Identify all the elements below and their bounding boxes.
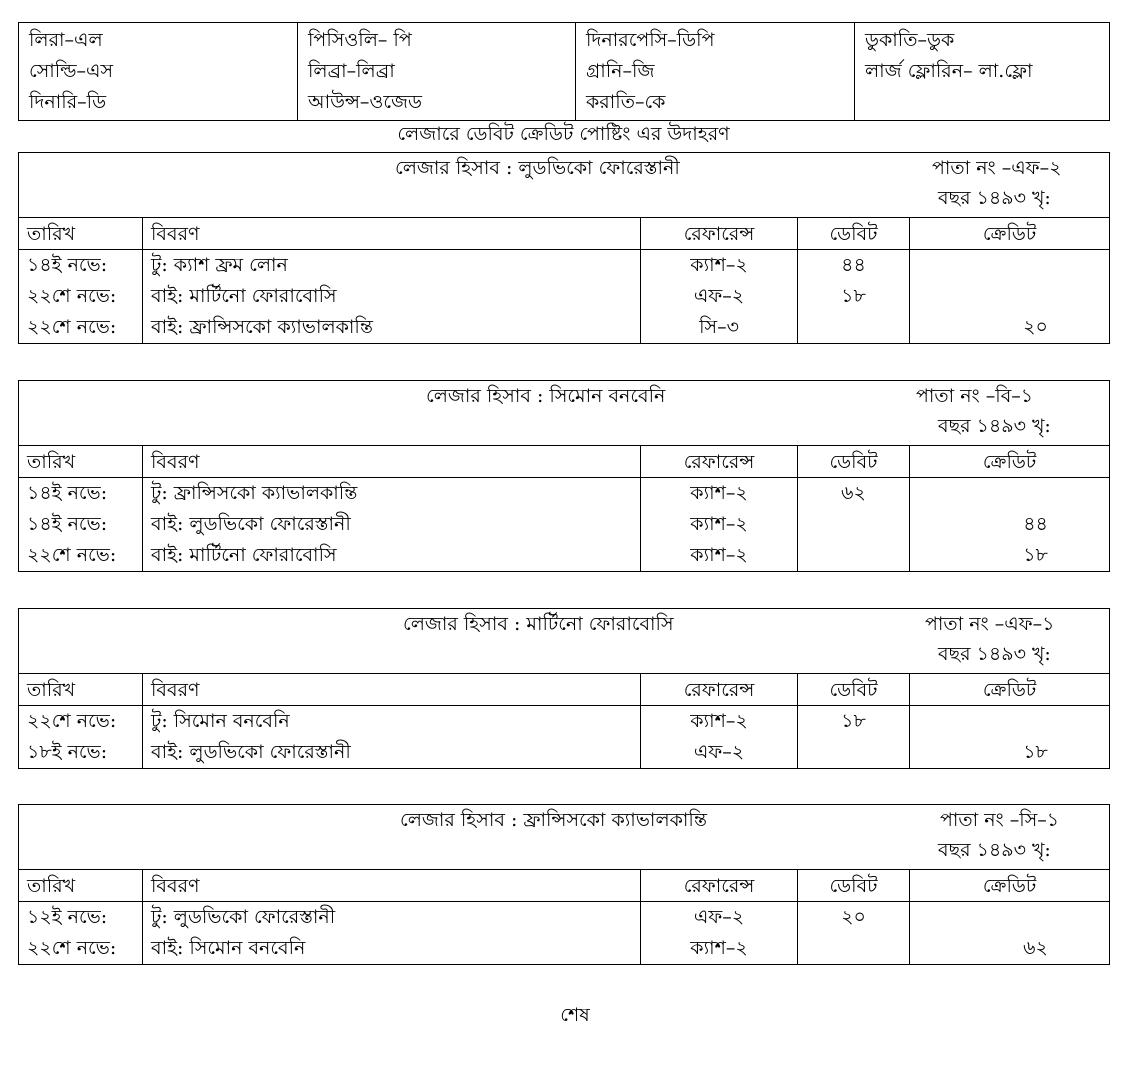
row-description: বাই: মার্টিনো ফোরাবোসি: [143, 281, 641, 312]
row-description: টু: লুডভিকো ফোরেস্তানী: [143, 902, 641, 934]
column-header-debit: ডেবিট: [798, 218, 910, 250]
ledger-year: বছর ১৪৯৩ খৃ:: [938, 839, 1051, 861]
abbreviation-item: লার্জ ফ্লোরিন– লা.ফ্লো: [865, 60, 1033, 82]
row-description: টু: সিমোন বনবেনি: [143, 706, 641, 738]
row-credit: [910, 706, 1110, 738]
row-credit: ৪৪: [910, 509, 1110, 540]
abbreviation-item: আউন্স–ওজেড: [308, 91, 423, 113]
ledger-header: [19, 609, 1110, 674]
row-credit: ৬২: [910, 933, 1110, 965]
ledger-table: [18, 804, 1110, 965]
table-row: [19, 902, 1110, 934]
row-reference: এফ–২: [641, 281, 798, 312]
ledger-page-number: পাতা নং –সি–১: [940, 809, 1060, 831]
ledger-title: লেজার হিসাব : মার্টিনো ফোরাবোসি: [403, 613, 674, 635]
row-date: ২২শে নভে:: [19, 933, 143, 965]
column-header-date: তারিখ: [19, 218, 143, 250]
row-description: বাই: মার্টিনো ফোরাবোসি: [143, 540, 641, 572]
row-reference: ক্যাশ–২: [641, 250, 798, 282]
ledger-title: লেজার হিসাব : লুডভিকো ফোরেস্তানী: [395, 157, 680, 179]
row-debit: [798, 509, 910, 540]
row-reference: ক্যাশ–২: [641, 509, 798, 540]
row-credit: [910, 478, 1110, 510]
column-header-credit: ক্রেডিট: [910, 870, 1110, 902]
table-row: [19, 737, 1110, 769]
abbreviation-cell: [19, 23, 298, 121]
abbreviation-cell: [855, 23, 1110, 121]
row-description: টু: ফ্রান্সিসকো ক্যাভালকান্তি: [143, 478, 641, 510]
table-row: [19, 540, 1110, 572]
row-reference: এফ–২: [641, 737, 798, 769]
ledger-header: [19, 381, 1110, 446]
row-date: ১৮ই নভে:: [19, 737, 143, 769]
row-reference: সি–৩: [641, 312, 798, 344]
table-row: [19, 281, 1110, 312]
column-header-description: বিবরণ: [143, 870, 641, 902]
abbreviation-item: করাতি–কে: [586, 91, 666, 113]
column-header-date: তারিখ: [19, 870, 143, 902]
abbreviation-cell: [298, 23, 576, 121]
column-header-credit: ক্রেডিট: [910, 674, 1110, 706]
row-reference: ক্যাশ–২: [641, 706, 798, 738]
ledger-table: [18, 380, 1110, 572]
abbreviation-item: দিনারি–ডি: [29, 91, 107, 113]
ledger-header: [19, 153, 1110, 218]
abbreviation-table: [18, 22, 1110, 121]
row-credit: ১৮: [910, 737, 1110, 769]
row-debit: [798, 540, 910, 572]
page-caption: লেজারে ডেবিট ক্রেডিট পোষ্টিং এর উদাহরণ: [397, 123, 730, 145]
row-debit: ৪৪: [798, 250, 910, 282]
column-header-credit: ক্রেডিট: [910, 218, 1110, 250]
ledger-table: [18, 152, 1110, 344]
end-label: শেষ: [560, 1004, 590, 1026]
table-row: [19, 312, 1110, 344]
column-header-description: বিবরণ: [143, 446, 641, 478]
row-debit: ৬২: [798, 478, 910, 510]
row-description: বাই: লুডভিকো ফোরেস্তানী: [143, 737, 641, 769]
row-description: বাই: ফ্রান্সিসকো ক্যাভালকান্তি: [143, 312, 641, 344]
row-debit: [798, 737, 910, 769]
row-debit: ১৮: [798, 706, 910, 738]
ledger-page-number: পাতা নং –বি–১: [916, 385, 1034, 407]
row-credit: [910, 902, 1110, 934]
row-reference: ক্যাশ–২: [641, 478, 798, 510]
abbreviation-item: লিব্রা–লিব্রা: [308, 60, 395, 82]
column-header-reference: রেফারেন্স: [641, 870, 798, 902]
abbreviation-item: ডুকাতি–ডুক: [865, 29, 955, 51]
row-debit: [798, 312, 910, 344]
row-description: বাই: লুডভিকো ফোরেস্তানী: [143, 509, 641, 540]
row-reference: ক্যাশ–২: [641, 933, 798, 965]
ledger-year: বছর ১৪৯৩ খৃ:: [938, 415, 1051, 437]
row-debit: [798, 933, 910, 965]
table-row: [19, 250, 1110, 282]
row-reference: এফ–২: [641, 902, 798, 934]
abbreviation-item: দিনারপেসি–ডিপি: [586, 29, 715, 51]
row-debit: ১৮: [798, 281, 910, 312]
abbreviation-item: গ্রানি–জি: [586, 60, 655, 82]
row-date: ২২শে নভে:: [19, 281, 143, 312]
column-header-debit: ডেবিট: [798, 674, 910, 706]
row-date: ২২শে নভে:: [19, 312, 143, 344]
column-header-description: বিবরণ: [143, 218, 641, 250]
abbreviation-item: লিরা–এল: [29, 29, 103, 51]
row-date: ১৪ই নভে:: [19, 478, 143, 510]
row-credit: ১৮: [910, 540, 1110, 572]
column-header-debit: ডেবিট: [798, 870, 910, 902]
row-reference: ক্যাশ–২: [641, 540, 798, 572]
ledger-year: বছর ১৪৯৩ খৃ:: [938, 187, 1051, 209]
column-header-reference: রেফারেন্স: [641, 446, 798, 478]
column-header-date: তারিখ: [19, 446, 143, 478]
ledger-table: [18, 608, 1110, 769]
column-header-credit: ক্রেডিট: [910, 446, 1110, 478]
table-row: [19, 706, 1110, 738]
column-header-reference: রেফারেন্স: [641, 674, 798, 706]
row-date: ১৪ই নভে:: [19, 509, 143, 540]
column-header-date: তারিখ: [19, 674, 143, 706]
ledger-page-number: পাতা নং –এফ–২: [932, 157, 1062, 179]
row-date: ২২শে নভে:: [19, 706, 143, 738]
ledger-year: বছর ১৪৯৩ খৃ:: [938, 643, 1051, 665]
column-header-reference: রেফারেন্স: [641, 218, 798, 250]
row-description: বাই: সিমোন বনবেনি: [143, 933, 641, 965]
ledger-title: লেজার হিসাব : ফ্রান্সিসকো ক্যাভালকান্তি: [400, 809, 707, 831]
table-row: [19, 933, 1110, 965]
table-row: [19, 478, 1110, 510]
row-description: টু: ক্যাশ ফ্রম লোন: [143, 250, 641, 282]
ledger-header: [19, 805, 1110, 870]
row-date: ১২ই নভে:: [19, 902, 143, 934]
abbreviation-item: পিসিওলি– পি: [308, 29, 412, 51]
row-credit: [910, 250, 1110, 282]
row-credit: [910, 281, 1110, 312]
row-credit: ২০: [910, 312, 1110, 344]
table-row: [19, 509, 1110, 540]
abbreviation-cell: [576, 23, 855, 121]
ledger-page-number: পাতা নং –এফ–১: [925, 613, 1055, 635]
row-date: ১৪ই নভে:: [19, 250, 143, 282]
column-header-debit: ডেবিট: [798, 446, 910, 478]
column-header-description: বিবরণ: [143, 674, 641, 706]
ledger-title: লেজার হিসাব : সিমোন বনবেনি: [426, 385, 666, 407]
row-debit: ২০: [798, 902, 910, 934]
abbreviation-item: সোল্ডি–এস: [29, 60, 114, 82]
row-date: ২২শে নভে:: [19, 540, 143, 572]
